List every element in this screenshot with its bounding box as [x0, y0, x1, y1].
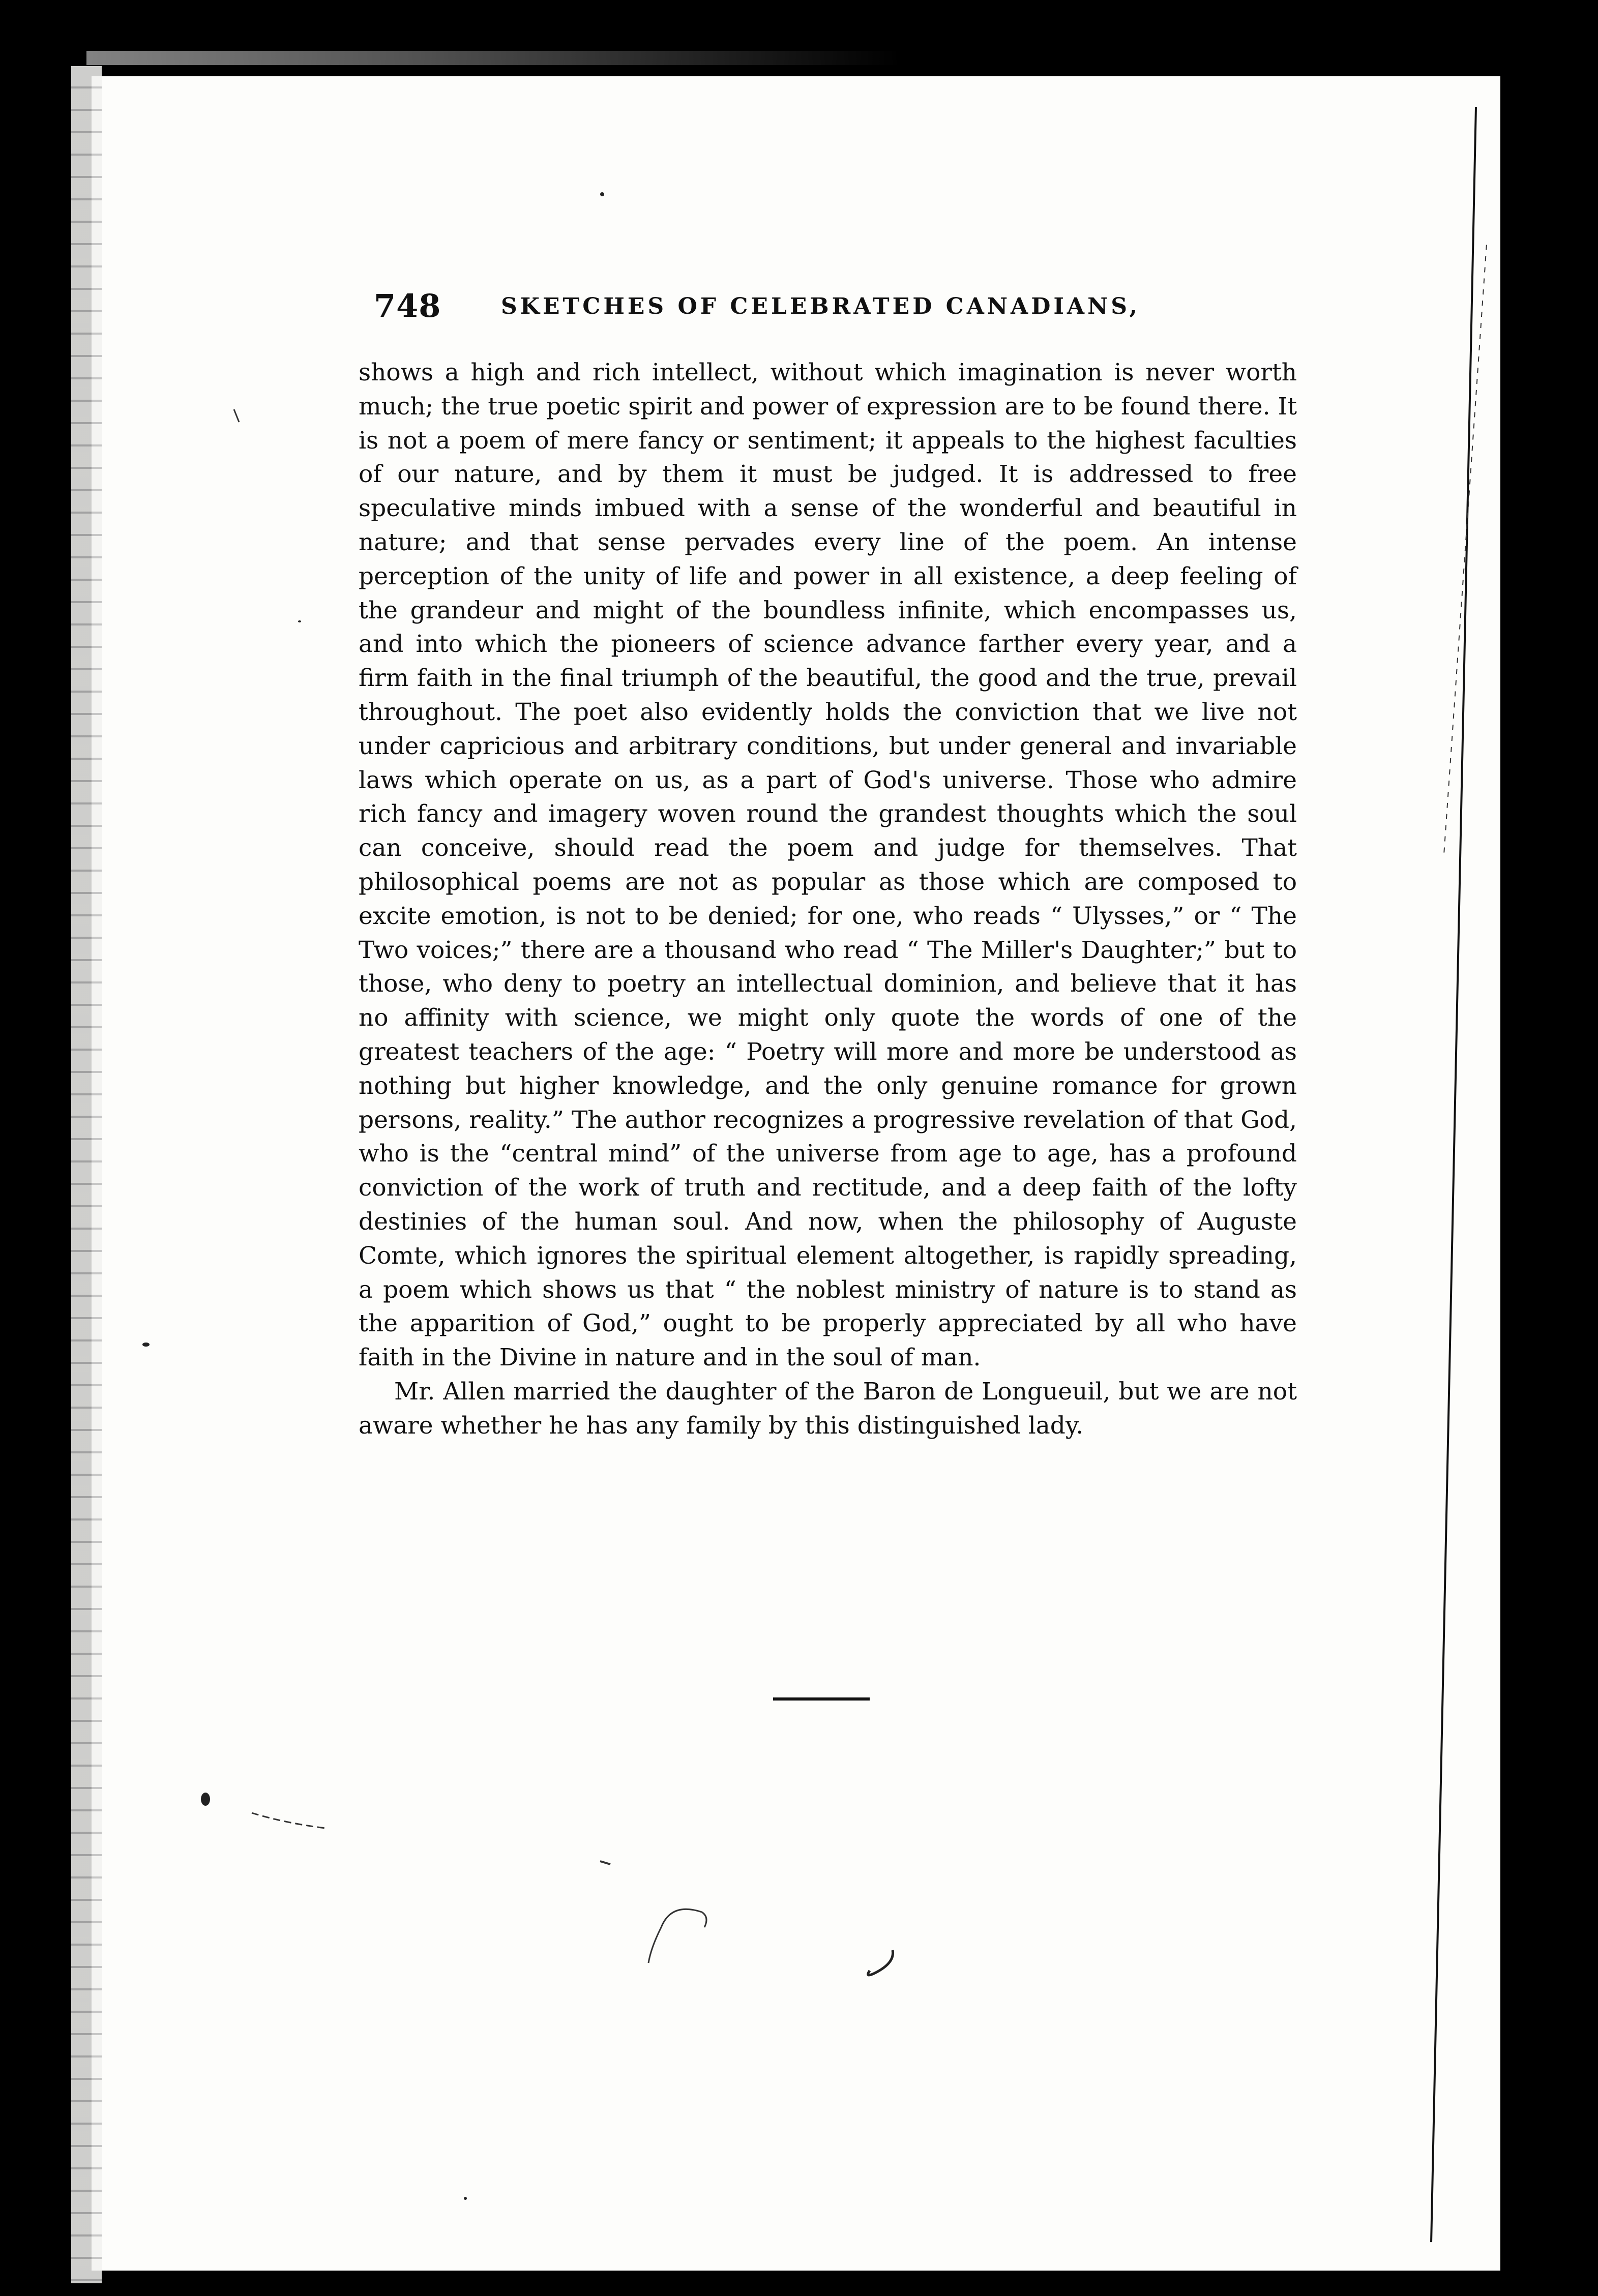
paragraph-1: shows a high and rich intellect, without which imagination is never worth much; the true poetic spirit and power of expression are to be found there. It is not a poem of mere fancy or sentiment; it appeals to the highest faculties of our nature, and by them it must be judged. It is addressed to free speculative minds imbued with a sense of the wonderful and beautiful in nature; and that sense pervades every line of the poem. An intense perception of the unity of life and power in all existence, a deep feeling of the grandeur and might of the boundless infinite, which encompasses us, and into which the pioneers of science advance farther every year, and a firm faith in the final triumph of the beautiful, the good and the true, prevail throughout. The poet also evidently holds the conviction that we live not under capricious and arbitrary conditions, but under general and invariable laws which operate on us, as a part of God's universe. Those who admire rich fancy and imagery woven round the grandest thoughts which the soul can conceive, should read the poem and judge for themselves. That philosophical poems are not as popular as those which are composed to excite emotion, is not to be denied; for one, who reads “ Ulysses,” or “ The Two voices;” there are a thousand who read “ The Miller's Daughter;” but to those, who deny to poetry an intellectual dominion, and believe that it has no affinity with science, we might only quote the words of one of the greatest teachers of the age: “ Poetry will more and more be understood as nothing but higher knowledge, and the only genuine romance for grown persons, reality.” The author recognizes a progressive revelation of that God, who is the “central mind” of the universe from age to age, has a profound conviction of the work of truth and rectitude, and a deep faith of the lofty destinies of the human soul. And now, when the philosophy of Auguste Comte, which ignores the spiritual element altogether, is rapidly spreading, a poem which shows us that “ the noblest ministry of nature is to stand as the apparition of God,” ought to be properly appreciated by all who have faith in the Divine in nature and in the soul of man. [359, 359, 1297, 1372]
page-number: 748 [374, 287, 441, 324]
paragraph-2: Mr. Allen married the daughter of the Baron de Longueuil, but we are not aware whether he has any family by this distinguished lady. [359, 1377, 1297, 1440]
running-title: SKETCHES OF CELEBRATED CANADIANS, [501, 293, 1140, 319]
